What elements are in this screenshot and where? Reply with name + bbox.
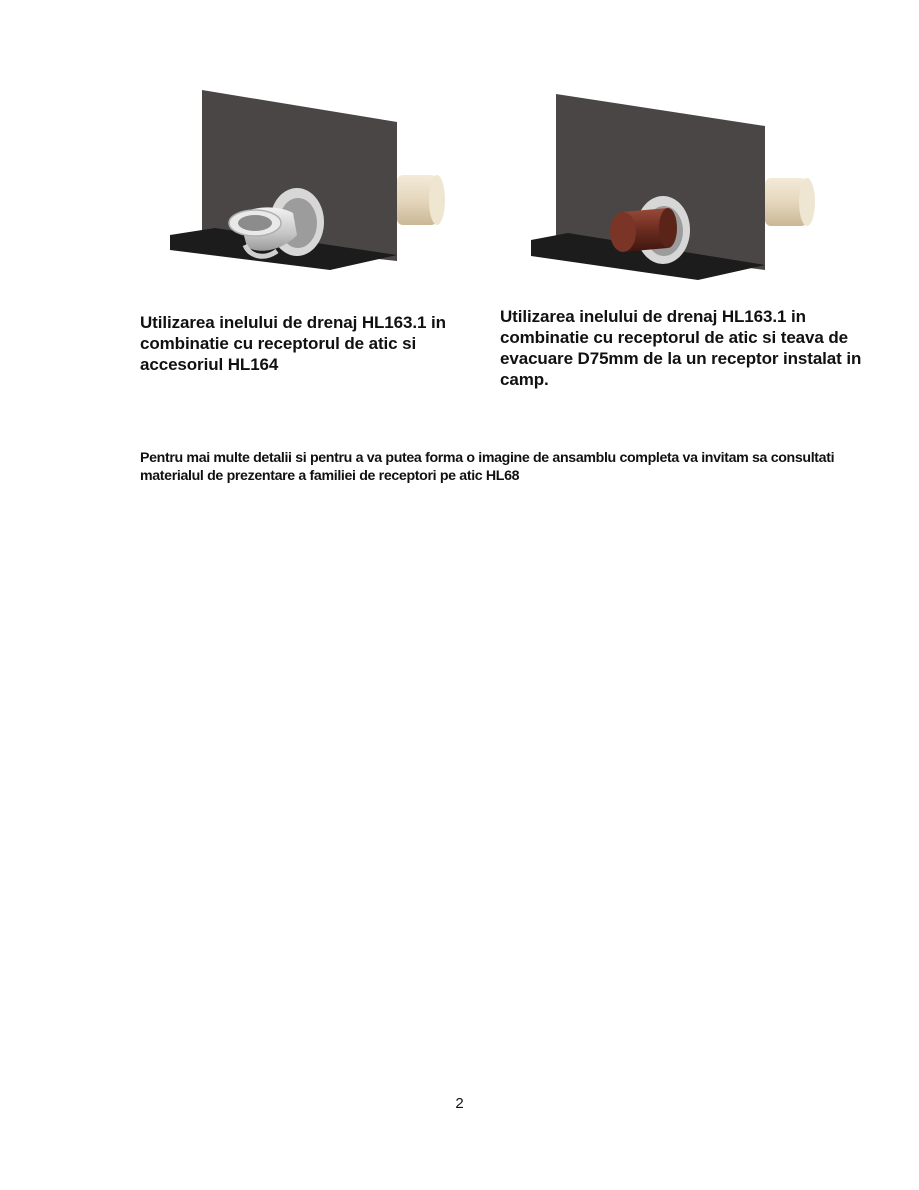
figure-drain-ring-d75mm: [528, 90, 818, 290]
page-number: 2: [455, 1095, 464, 1112]
details-note: Pentru mai multe detalii si pentru a va putea forma o imagine de ansamblu completa va invitam sa consultati materialul de prezentare a familiei de receptori pe atic HL68: [140, 450, 835, 484]
pipe-front-end: [610, 212, 636, 252]
accessory-opening: [238, 215, 272, 231]
pipe-inner-end: [659, 208, 677, 248]
figure-drain-ring-hl164: [165, 85, 450, 285]
caption-hl164: Utilizarea inelului de drenaj HL163.1 in combinatie cu receptorul de atic si accesoriul HL164: [140, 313, 446, 374]
drain-ring-with-d75mm-pipe-illustration: [528, 90, 818, 290]
drain-ring-with-hl164-accessory-illustration: [165, 85, 450, 285]
caption-d75mm: Utilizarea inelului de drenaj HL163.1 in combinatie cu receptorul de atic si teava de evacuare D75mm de la un receptor instalat in camp.: [500, 307, 862, 389]
pipe-end: [799, 178, 815, 226]
pipe-end: [429, 175, 445, 225]
